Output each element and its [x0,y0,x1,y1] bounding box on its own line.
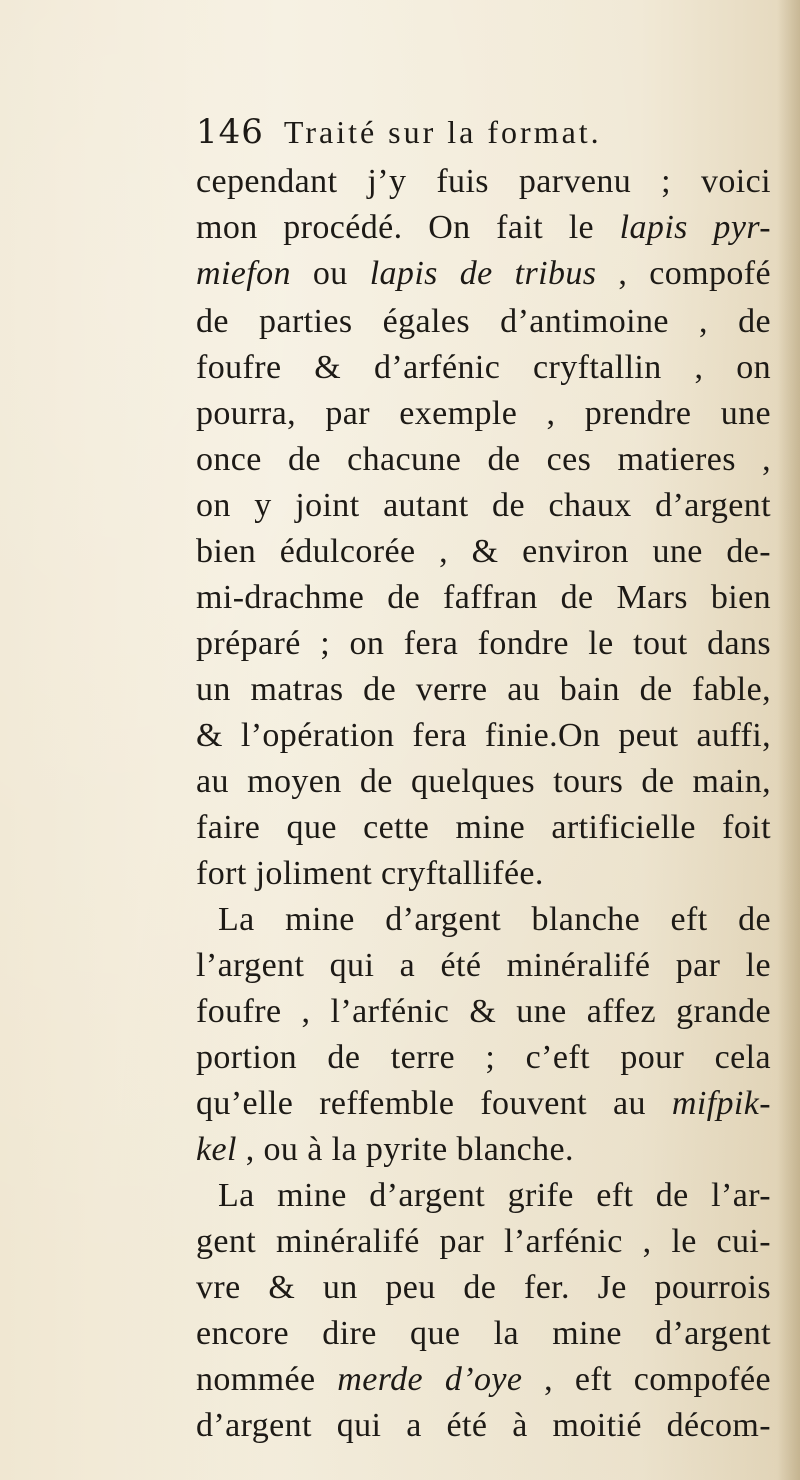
italic-term: miefon [196,255,291,292]
text-line [196,530,771,576]
text-line [196,760,771,806]
text-run: pourra, par exemple , prendre une [196,395,771,432]
body-text [196,160,771,1470]
text-run: fort joliment cryftallifée. [196,855,544,892]
text-line [196,806,771,852]
text-run: préparé ; on fera fondre le tout dans [196,625,771,662]
text-run: mi-drachme de faffran de Mars bien [196,579,771,616]
text-run: & l’opération fera finie.On peut auffi, [196,717,771,754]
text-run: de parties égales d’antimoine , de [196,303,771,340]
italic-term: merde d’oye [337,1361,523,1398]
text-line [196,1036,771,1082]
text-run: un matras de verre au bain de fable, [196,671,771,708]
text-line [196,392,771,438]
text-run: au moyen de quelques tours de main, [196,763,771,800]
italic-term: kel [196,1131,237,1168]
text-line [196,206,771,252]
text-run: bien édulcorée , & environ une de- [196,533,771,570]
text-run: vre & un peu de fer. Je pourrois [196,1269,771,1306]
text-run: La mine d’argent blanche eft de [218,901,771,938]
text-run: , compofé [596,255,771,292]
text-line [196,484,771,530]
text-line [196,1220,771,1266]
text-run: foufre , l’arfénic & une affez grande [196,993,771,1030]
text-run: gent minéralifé par l’arfénic , le cui- [196,1223,771,1260]
text-line [196,668,771,714]
italic-term: lapis pyr- [619,209,771,246]
text-line [196,1358,771,1404]
text-run: nommée [196,1361,338,1398]
text-line [196,576,771,622]
text-line [196,1128,771,1174]
text-run: d’argent qui a été à moitié décom- [196,1407,771,1444]
text-run: foufre & d’arfénic cryftallin , on [196,349,771,386]
text-run: , eft compofée [522,1361,771,1398]
text-run: qu’elle reffemble fouvent au [196,1085,672,1122]
italic-term: mifpik- [671,1085,771,1122]
text-run: once de chacune de ces matieres , [196,441,771,478]
page-number: 146 [196,112,264,152]
text-line [196,990,771,1036]
text-run: ou [290,255,370,292]
text-line [196,1082,771,1128]
text-line [196,300,771,346]
page-header [196,112,756,158]
text-line [218,1174,771,1220]
text-line [218,898,771,944]
text-run: l’argent qui a été minéralifé par le [196,947,771,984]
text-run: portion de terre ; c’eft pour cela [196,1039,771,1076]
text-line [196,160,771,206]
text-line [196,1312,771,1358]
text-line [196,622,771,668]
text-line [196,346,771,392]
text-run: on y joint autant de chaux d’argent [196,487,771,524]
italic-term: lapis de tribus [369,255,597,292]
text-run: , ou à la pyrite blanche. [236,1131,574,1168]
text-run: La mine d’argent grife eft de l’ar- [218,1177,771,1214]
page-edge-shadow [778,0,800,1480]
text-line [196,1266,771,1312]
text-run: mon procédé. On fait le [196,209,620,246]
text-run: faire que cette mine artificielle foit [196,809,771,846]
text-line [196,944,771,990]
text-run: encore dire que la mine d’argent [196,1315,771,1352]
running-title: Traité sur la format. [283,114,602,150]
text-line [196,438,771,484]
text-line [196,252,771,298]
text-line [196,852,771,898]
text-line [196,714,771,760]
text-line [196,1404,771,1450]
text-run: cependant j’y fuis parvenu ; voici [196,163,771,200]
